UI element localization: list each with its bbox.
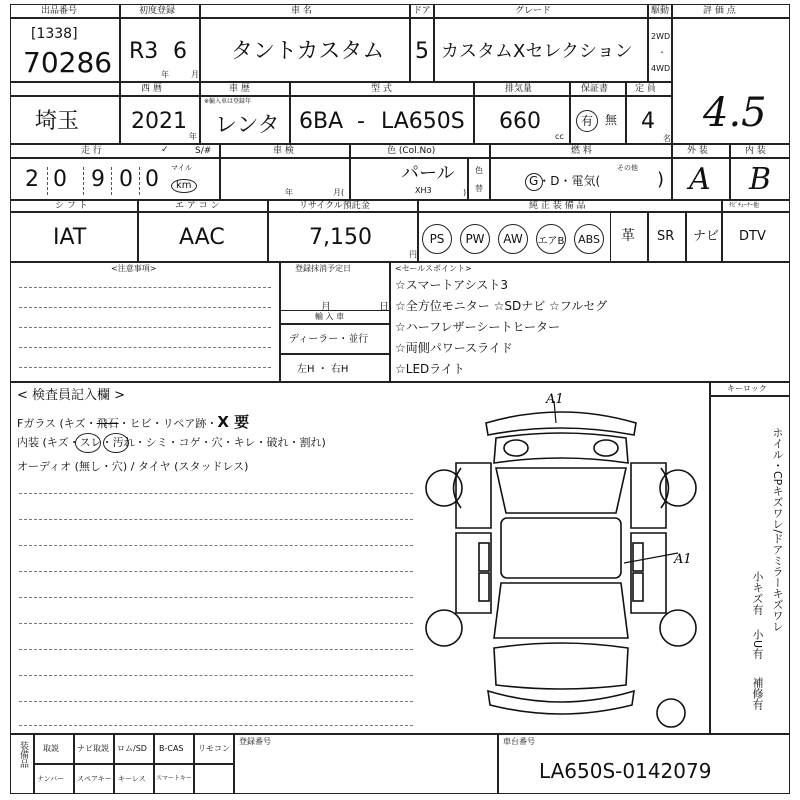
glass-line-strike: 飛石 [96,417,119,430]
color-label: 色 (Col.No) [387,146,436,156]
accessory-label: B-CAS [159,744,184,753]
door-label: ドア [413,6,431,16]
accessory-label: ナビ取説 [77,744,109,753]
windshield-outline [496,468,626,513]
car-name-label-cell [200,4,410,18]
warranty-yes: 有 [576,110,598,132]
inspection-label: 車 検 [273,146,294,156]
grade-cell [434,18,648,82]
accessory-label: スペアキー [77,775,112,783]
accessories-label: 装備品 [18,741,28,768]
shift-label: シ フ ト [55,201,88,211]
front-bumper-outline [486,412,636,435]
mileage-digit: 0 [145,167,159,192]
region-cell [10,96,120,144]
mileage-label-cell [10,144,220,158]
sales-label: <セールスポイント> [395,264,472,273]
side-note-3: 小U有 [751,629,764,660]
sales-point: ☆LEDライト [395,362,465,376]
accessory-label: ナンバー [37,775,65,783]
warranty-label: 保証書 [581,84,609,94]
mileage-digit: 0 [119,167,133,192]
score-label: 評 価 点 [703,6,736,16]
accessory-manual [34,734,74,764]
km-unit: km [171,179,197,193]
steering: 左H ・ 右H [297,364,349,375]
drive-2wd: 2WD [651,32,671,41]
diagram-mark-a1-side: A1 [674,552,692,567]
lot-number-cell [10,18,120,82]
interior-circle-2 [103,433,129,453]
import-label-cell [280,310,390,324]
equip-navi-cell [686,212,722,262]
model-code: LA650S [381,109,465,134]
inspection-label-cell [220,144,350,158]
dealer-import: ディーラー・並行 [289,334,369,345]
capacity-label: 定 員 [635,84,656,94]
year-cell [120,96,200,144]
grade: カスタムXセレクション [441,41,633,62]
mileage-label: 走 行 [81,146,102,156]
sales-points-cell [390,262,790,382]
cc-unit: cc [555,132,564,141]
grade-label: グレード [515,6,552,16]
accessory-keyless [114,764,154,794]
year-label: 西 暦 [141,84,162,94]
interior-line: 内装 (キズ・スレ・汚れ・シミ・コゲ・穴・キレ・破れ・割れ) [17,436,326,449]
reg-month: 月 [321,302,331,313]
drive-4wd: 4WD [651,64,671,73]
accessory-smart-key [154,764,194,794]
accessory-bcas [154,734,194,764]
color-change-bottom: 替 [475,184,483,193]
warranty-cell [570,96,626,144]
color: パール [401,163,455,184]
ac-label: エ ア コ ン [175,201,220,211]
recycle-label: リサイクル預託金 [299,201,370,211]
check-mark: ✓ [161,145,169,155]
drive-label: 駆動 [651,6,670,16]
car-name-label: 車 名 [291,6,312,16]
inspector-section [10,382,710,734]
side-note-4: 補修有 [751,677,764,710]
sales-point: ☆両側パワースライド [395,341,513,355]
dealer-import-cell [280,324,390,354]
ac-cell [138,212,268,262]
caution-cell [10,262,280,382]
exterior-label: 外 装 [687,146,708,156]
mileage-cell [10,158,220,200]
first-reg-label: 初度登録 [139,6,176,16]
history-label: 車 歴 [229,84,250,94]
steering-cell [280,354,390,382]
keylock-label: キーロック [727,384,767,393]
registration-label: 登録番号 [239,737,271,746]
year: 2021 [131,109,187,134]
accessory-label: 取説 [43,744,59,753]
ac: AAC [179,225,225,250]
equip-leather: 革 [621,228,635,244]
score-label-cell [672,4,790,18]
chassis-cell [498,734,790,794]
accessory-spare-key [74,764,114,794]
glass-line-prefix: Fガラス (キズ・ [17,417,97,430]
exterior-label-cell [672,144,730,158]
equip-leather-cell [610,212,648,262]
lot-number: 70286 [23,46,113,79]
car-name-cell [200,18,410,82]
headlight-left [504,440,528,456]
lot-label-cell [10,4,120,18]
spare-wheel [657,699,685,727]
reg-day: 日 [379,302,389,313]
displacement: 660 [499,109,541,134]
drive-separator: ・ [658,48,666,57]
equip-aw: AW [498,224,528,254]
color-code: XH3 [415,186,432,195]
wheel-rear-left [426,610,462,646]
equip-ps: PS [422,224,452,254]
capacity-label-cell [626,82,672,96]
chassis-number: LA650S-0142079 [539,759,712,783]
side-note-1: ホイル・CPキズワレ/ドアミラーキズワレ [771,427,784,633]
model-prefix: 6BA [299,109,344,134]
first-reg-label-cell [120,4,200,18]
right-handle-rear [633,573,643,601]
rear-bumper-outline [488,691,634,714]
interior-label-cell [730,144,790,158]
fuel-cell [490,158,672,200]
month-unit: 月 [191,70,199,79]
score: 4.5 [703,90,767,136]
registration-cell [234,734,498,794]
side-notes-cell [710,396,790,734]
interior-cell [730,158,790,200]
sales-point: ☆全方位モニター ☆SDナビ ☆フルセグ [395,299,608,313]
sales-point: ☆スマートアシスト3 [395,278,508,292]
accessory-label: キーレス [118,775,146,783]
glass-line [17,411,249,432]
import-label: 輸 入 車 [315,312,345,321]
glass-line-mark: X 要 [217,413,250,431]
exterior-grade: A [689,162,711,197]
first-reg-cell [120,18,200,82]
recycle-label-cell [268,200,418,212]
capacity-unit: 名 [663,134,671,143]
history-label-cell [200,82,290,96]
fuel-close: ) [657,169,665,190]
shift-cell [10,212,138,262]
keylock-label-cell [710,382,790,396]
history: レンタ [215,113,280,138]
lot-label: 出品番号 [41,6,78,16]
mileage-digit: 0 [53,167,67,192]
interior-circle-1 [75,433,101,453]
roof-outline [501,518,621,578]
accessory-label: リモコン [198,744,230,753]
equip-tv-cell [722,212,790,262]
side-note-2: 小キズ有 [751,571,764,615]
left-handle [479,543,489,571]
model-dash: - [357,109,365,134]
car-damage-diagram [416,393,706,728]
rear-cabin-outline [494,583,628,638]
history-cell [200,96,290,144]
insp-year: 年 [285,188,293,197]
right-handle [633,543,643,571]
accessory-rom-sd [114,734,154,764]
doors: 5 [415,39,429,64]
headlight-right [594,440,618,456]
capacity: 4 [641,109,655,134]
region: 埼玉 [35,109,80,134]
caution-label: <注意事項> [111,264,157,273]
warranty-no: 無 [605,113,618,127]
disp-label: 排気量 [505,84,533,94]
diagram-mark-a1-top: A1 [546,393,564,407]
doors-cell [410,18,434,82]
wheel-rear-right [660,610,696,646]
accessory-label: ロム/SD [117,744,147,753]
auction-sheet [10,4,790,794]
year-unit-2: 年 [189,132,197,141]
right-front-door [631,463,666,528]
accessory-navi-manual [74,734,114,764]
score-cell [672,18,790,144]
sales-point: ☆ハーフレザーシートヒーター [395,320,560,334]
warranty-label-cell [570,82,626,96]
model-label: 型 式 [371,84,392,94]
equip-sunroof: SR [657,229,675,244]
shift: IAT [53,225,87,250]
fuel-options: G・D・電気( [529,174,601,188]
interior-label: 内 装 [745,146,766,156]
drive-label-cell [648,4,672,18]
car-name: タントカスタム [231,39,385,64]
fuel-label: 燃 料 [571,146,592,156]
accessory-label: スマートキー [156,775,192,782]
sa-label: S/# [195,146,212,156]
grade-label-cell [434,4,648,18]
footer-accessories-label-cell [10,734,34,794]
door-label-cell [410,4,434,18]
color-change-cell [468,158,490,200]
model-label-cell [290,82,474,96]
recycle-fee: 7,150 [309,225,372,250]
inspection-cell [220,158,350,200]
left-front-door [456,463,491,528]
equip-abs: ABS [574,224,604,254]
disp-label-cell [474,82,570,96]
ac-label-cell [138,200,268,212]
recycle-cell [268,212,418,262]
accessory-remote [194,734,234,764]
equip-sunroof-cell [648,212,686,262]
yen-unit: 円 [409,250,417,259]
a1-side-leader [624,553,678,563]
shift-label-cell [10,200,138,212]
first-reg-month: 6 [173,39,187,64]
equip-tv: DTV [739,229,766,244]
equip-navi: ナビ [693,229,720,244]
rear-window-outline [494,643,628,689]
region-label-cell [10,82,120,96]
fuel-label-cell [490,144,672,158]
capacity-cell [626,96,672,144]
nav-memo-label: ﾅﾋﾞﾁｭｰﾅｰ他 [729,202,760,209]
fuel-other: その他 [617,164,638,172]
year-unit: 年 [161,70,169,79]
audio-tire-line: オーディオ (無し・穴) / タイヤ (スタッドレス) [17,460,249,473]
equip-airbag: エアB [536,224,566,254]
reg-erasure-label: 登録抹消予定日 [295,264,351,273]
nav-memo-label-cell [722,200,790,212]
chassis-label: 車台番号 [503,737,535,746]
mileage-digit: 9 [91,167,105,192]
accessory-number [34,764,74,794]
inspector-title: < 検査員記入欄 > [17,388,126,403]
mile-unit: マイル [171,164,192,172]
color-change-top: 色 [475,166,483,175]
color-cell [350,158,468,200]
lot-sub: [1338] [31,26,78,42]
insp-close: ) [463,188,467,197]
accessory-blank [194,764,234,794]
left-handle-rear [479,573,489,601]
mileage-digit: 2 [25,167,39,192]
drive-cell [648,18,672,82]
equip-pw: PW [460,224,490,254]
model-cell [290,96,474,144]
equipment-label: 純 正 装 備 品 [529,201,586,211]
year-label-cell [120,82,200,96]
glass-line-mid: ・ヒビ・リペア跡・ [118,417,218,430]
insp-month: 月( [333,188,345,197]
hood-outline [494,433,628,463]
color-label-cell [350,144,490,158]
equipment-label-cell [418,200,722,212]
exterior-cell [672,158,730,200]
interior-grade: B [749,162,772,197]
history-note: ※輸入車は登録年 [204,98,252,105]
first-reg-era: R3 [129,39,159,64]
displacement-cell [474,96,570,144]
